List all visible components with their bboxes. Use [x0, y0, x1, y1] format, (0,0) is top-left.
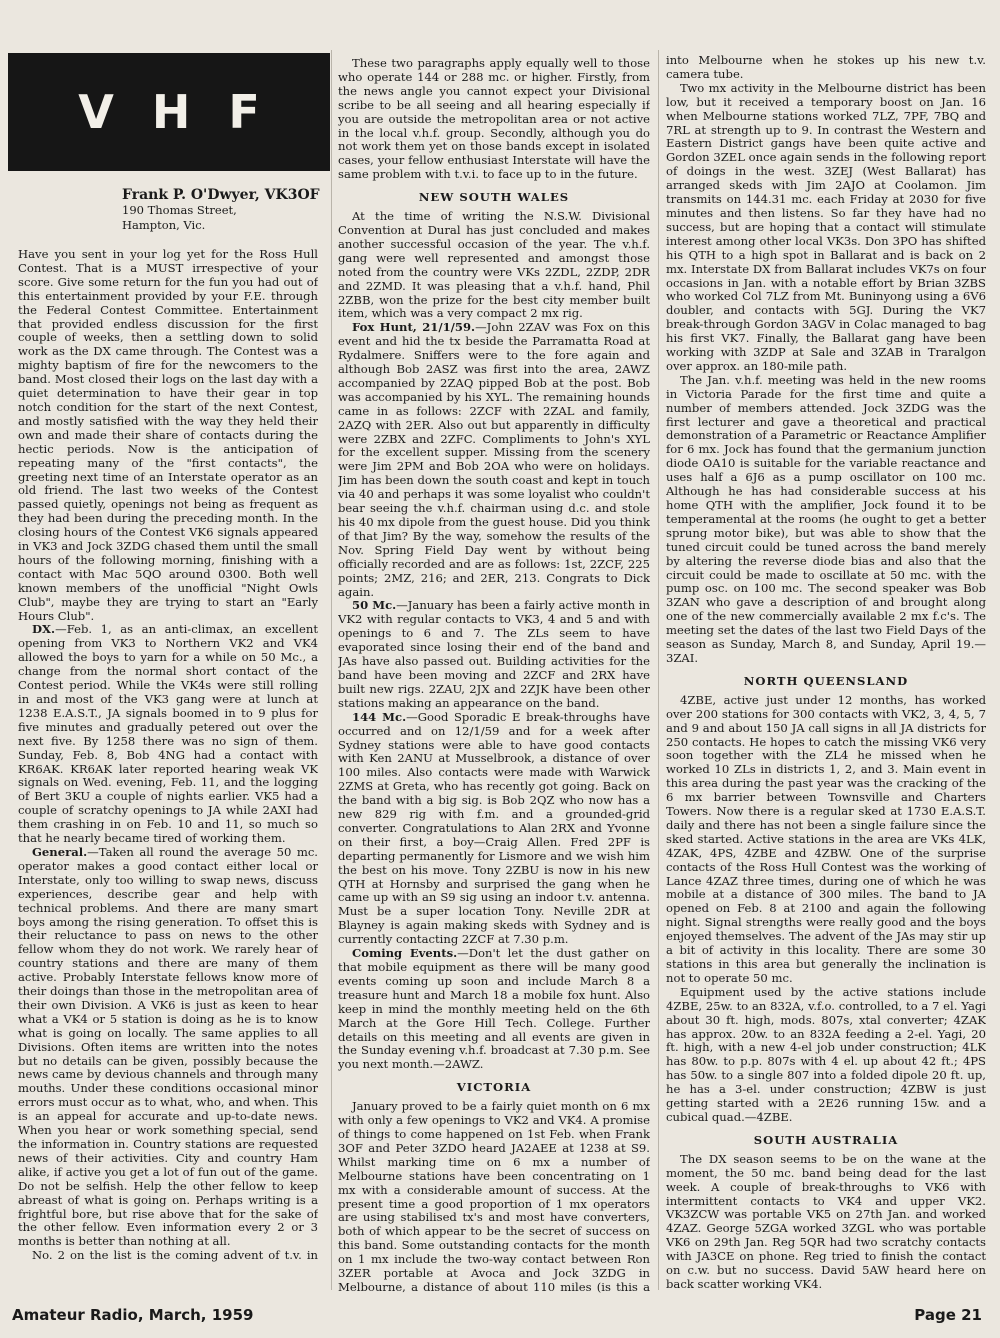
- section-heading-victoria: VICTORIA: [456, 1080, 532, 1095]
- column-2: [338, 57, 650, 1293]
- paragraph-text: —Taken all round the average 50 mc. operator makes a good contact either local or Interstate, only too willing to swap news, discuss experiences, describe gear and help with technical problems. And there are many smart boys among the rising generation. To offset this is their reluctance to pass on news to the other fellow whom they do not work. We rarely hear of country stations and there are many of them active. Probably Interstate fellows know more of their doings than those in the metropolitan area of their own Division. A VK6 is just as keen to hear what a VK4 or 5 station is doing as he is to know what is going on locally. The same applies to all Divisions. Often items are written into the notes but no details can be given, possibly because the news came by devious channels and through many mouths. Under these conditions occasional minor errors must occur as to what, who, and when. This is an appeal for accurate and up-to-date news. When you hear or work something special, send the information in. Country stations are requested news of their activities. City and country Ham alike, if active you get a lot of fun out of the game. Do not be selfish. Help the other fellow to keep abreast of what is going on. Perhaps writing is a frightful bore, but rise above that for the sake of the other fellow. Even information every 2 or 3 months is better than nothing at all.: [18, 844, 318, 1249]
- paragraph: These two paragraphs apply equally well to those who operate 144 or 288 mc. or higher. Firstly, from the news angle you cannot expect your Divisional scribe to be all seeing and all hearing especially if you are outside the metropolitan area or not active in the local v.h.f. group. Secondly, although you do not work them yet on those bands except in isolated cases, your fellow enthusiast Interstate will have the same problem with t.v.i. to face up to in the future.: [338, 57, 650, 182]
- paragraph: into Melbourne when he stokes up his new t.v. camera tube.: [666, 54, 986, 81]
- author-address-town: Hampton, Vic.: [122, 218, 206, 232]
- column-3: [666, 54, 986, 1290]
- paragraph: The DX season seems to be on the wane at the moment, the 50 mc. band being dead for the last week. A couple of break-throughs to VK6 with intermittent contacts to VK4 and upper VK2. VK3ZCW was portable VK5 on 27th Jan. and worked 4ZAZ. George 5ZGA worked 3ZGL who was portable VK6 on 29th Jan. Reg 5QR had two scratchy contacts with JA3CE on phone. Reg tried to finish the contact on c.w. but no success. David 5AW heard here on back scatter working VK4.: [666, 1151, 986, 1290]
- section-banner: [8, 53, 330, 171]
- run-in-heading: General.: [32, 844, 88, 859]
- paragraph: [338, 599, 650, 710]
- section-title: VHF: [78, 85, 298, 139]
- run-in-heading: 144 Mc.: [352, 709, 407, 724]
- footer-publication: Amateur Radio, March, 1959: [12, 1306, 254, 1324]
- author-address-street: 190 Thomas Street,: [122, 203, 237, 217]
- paragraph: Have you sent in your log yet for the Ross Hull Contest. That is a MUST irrespective of your score. Give some return for the fun you had out of this entertainment provided by your F.E. through the Federal Contest Committee. Entertainment that provided endless discussion for the first couple of weeks, then a settling down to solid work as the DX came through. The Contest was a mighty baptism of fire for the newcomers to the band. Most closed their logs on the last day with a quiet determination to have their gear in top notch condition for the start of the next Contest, and mostly satisfied with the way they held their own and made their share of contacts during the hectic periods. Now is the anticipation of repeating many of the "first contacts", the greeting next time of an Interstate operator as an old friend. The last two weeks of the Contest passed quietly, openings not being as frequent as they had been during the preceding month. In the closing hours of the Contest VK6 signals appeared in VK3 and Jock 3ZDG chased them until the small hours of the following morning, finishing with a contact with Mac 5QO around 0300. Both well known members of the unofficial "Night Owls Club", maybe they are trying to start an "Early Hours Club".: [18, 248, 318, 623]
- paragraph: [338, 711, 650, 947]
- paragraph: No. 2 on the list is the coming advent of t.v. in: [32, 1248, 318, 1263]
- paragraph: [18, 623, 318, 846]
- paragraph: Two mx activity in the Melbourne district has been low, but it received a temporary boost on Jan. 16 when Melbourne stations worked 7LZ, 7PF, 7BQ and 7RL at strength up to 9. In contrast the Western and Eastern District gangs have been quite active and Gordon 3ZEL once again sends in the following report of doings in the west. 3ZEJ (West Ballarat) has arranged skeds with Jim 2AJO at Coolamon. Jim transmits on 144.31 mc. each Friday at 2030 for five minutes and then listens. So far they have had no success, but are hoping that a contact will stimulate interest among other local VK3s. Don 3PO has shifted his QTH to a high spot in Ballarat and is back on 2 mx. Interstate DX from Ballarat includes VK7s on four occasions in Jan. with a notable effort by Brian 3ZBS who worked Col 7LZ from Mt. Buninyong using a 6V6 doubler, and contacts with 5GJ. During the VK7 break-through Gordon 3AGV in Colac managed to bag his first VK7. Finally, the Ballarat gang have been working with 3ZDP at Sale and 3ZAB in Traralgon over approx. an 180-mile path.: [666, 80, 986, 373]
- footer-page-number: Page 21: [914, 1306, 982, 1324]
- paragraph-text: —January has been a fairly active month in VK2 with regular contacts to VK3, 4 and 5 and with openings to 6 and 7. The ZLs seem to have evaporated since losing their end of the band and JAs have also passed out. Building activities for the band have been moving and 2ZCF and 2RX have built new rigs. 2ZAU, 2JX and 2ZJK have been other stations making an appearance on the band.: [338, 598, 650, 710]
- section-heading-north-queensland: NORTH QUEENSLAND: [743, 673, 909, 688]
- paragraph: [338, 321, 650, 599]
- run-in-heading: 50 Mc.: [352, 598, 397, 613]
- paragraph-text: —John 2ZAV was Fox on this event and hid the tx beside the Parramatta Road at Rydalmere. Sniffers were to the fore again and although Bob 2ASZ was first into the area, 2AWZ accompanied by 2ZAQ pipped Bob at the post. Bob was accompanied by his XYL. The remaining hounds came in as follows: 2ZCF with 2ZAL and family, 2AZQ with 2ER. Also out but apparently in difficulty were 2ZBX and 2ZFC. Compliments to John's XYL for the excellent supper. Missing from the scenery were Jim 2PM and Bob 2OA who were on holidays. Jim has been down the south coast and kept in touch via 40 and perhaps it was some loyalist who couldn't bear seeing the v.h.f. chairman using d.c. and stole his 40 mx dipole from the guest house. Did you think of that Jim? By the way, somehow the results of the Nov. Spring Field Day went by without being officially recorded and are as follows: 1st, 2ZCF, 225 points; 2MZ, 216; and 2ER, 213. Congrats to Dick again.: [338, 320, 650, 599]
- paragraph: The Jan. v.h.f. meeting was held in the new rooms in Victoria Parade for the first time and quite a number of members attended. Jock 3ZDG was the first lecturer and gave a theoretical and practical demonstration of a Parametric or Reactance Amplifier for 6 mx. Jock has found that the germanium junction diode OA10 is suitable for the variable reactance and uses half a 6J6 as a pump oscillator on 100 mc. Although he has had considerable success at his home QTH with the amplifier, Jock found it to be temperamental at the rooms (he ought to get a better sprung motor bike), but was able to show that the tuned circuit could be tuned across the band merely by altering the reverse diode bias and also that the circuit could be made to oscillate at 50 mc. with the pump osc. on 100 mc. The second speaker was Bob 3ZAN who gave a description of and brought along one of the new commercially available 2 mx f.c's. The meeting set the dates of the last two Field Days of the season as Sunday, March 8, and Sunday, April 19.—3ZAI.: [666, 372, 986, 665]
- paragraph-text: —Don't let the dust gather on that mobile equipment as there will be many good events coming up soon and include March 8 a treasure hunt and March 18 a mobile fox hunt. Also keep in mind the monthly meeting held on the 6th March at the Gore Hill Tech. College. Further details on this meeting and all events are given in the Sunday evening v.h.f. broadcast at 7.30 p.m. See you next month.—2AWZ.: [338, 946, 650, 1072]
- run-in-heading: Fox Hunt, 21/1/59.: [352, 320, 476, 335]
- author-name: Frank P. O'Dwyer, VK3OF: [122, 187, 320, 203]
- paragraph: [338, 947, 650, 1072]
- paragraph: At the time of writing the N.S.W. Divisional Convention at Dural has just concluded and makes another successful occasion of the year. The v.h.f. gang were well represented and amongst those noted from the country were VKs 2ZDL, 2ZDP, 2DR and 2ZMD. It was pleasing that a v.h.f. hand, Phil 2ZBB, won the prize for the best city member built item, which was a very compact 2 mx rig.: [338, 209, 650, 321]
- paragraph: Equipment used by the active stations include 4ZBE, 25w. to an 832A, v.f.o. controlled, to a 7 el. Yagi about 30 ft. high, mods. 807s, xtal converter; 4ZAK has approx. 20w. to an 832A feeding a 2-el. Yagi, 20 ft. high, with a new 4-el job under construction; 4LK has 80w. to p.p. 807s with 4 el. up about 42 ft.; 4PS has 50w. to a single 807 into a folded dipole 20 ft. up, he has a 3-el. under construction; 4ZBW is just getting started with a 2E26 running 15w. and a cubical quad.—4ZBE.: [666, 984, 986, 1124]
- paragraph: 4ZBE, active just under 12 months, has worked over 200 stations for 300 contacts with VK2, 3, 4, 5, 7 and 9 and about 150 JA call signs in all JA districts for 250 contacts. He hopes to catch the missing VK6 very soon together with the ZL4 he missed when he worked 10 ZLs in districts 1, 2, and 3. Main event in this area during the past year was the cracking of the 6 mx barrier between Townsville and Charters Towers. Now there is a regular sked at 1730 E.A.S.T. daily and there has not been a single failure since the sked started. Active stations in the area are VKs 4LK, 4ZAK, 4PS, 4ZBE and 4ZBW. One of the surprise contacts of the Ross Hull Contest was the working of Lance 4ZAZ three times, during one of which he was mobile at a distance of 300 miles. The band to JA opened on Feb. 8 at 2100 and again the following night. Signal strengths were really good and the boys enjoyed themselves. The advent of the JAs may stir up a bit of activity in this locality. There are some 30 stations in this area but generally the inclination is not to operate 50 mc.: [666, 692, 986, 985]
- section-heading-south-australia: SOUTH AUSTRALIA: [753, 1132, 899, 1147]
- paragraph: [18, 846, 318, 1249]
- section-heading-nsw: NEW SOUTH WALES: [418, 190, 570, 205]
- column-1: [18, 248, 318, 1263]
- paragraph-text: —Feb. 1, as an anti-climax, an excellent opening from VK3 to Northern VK2 and VK4 allowed the boys to yarn for a while on 50 Mc., a change from the normal short contact of the Contest period. While the VK4s were still rolling in and most of the VK3 gang were at lunch at 1238 E.A.S.T., JA signals boomed in to 9 plus for five minutes and gradually petered out over the next five. By 1258 there was no sign of them. Sunday, Feb. 8, Bob 4NG had a contact with KR6AK. KR6AK later reported hearing weak VK signals on Wed. evening, Feb. 11, and the logging of Bert 3KU a couple of nights earlier. VK5 had a couple of scratchy openings to JA while 2AXI had them crashing in on Feb. 10 and 11, so much so that he nearly became tired of working them.: [18, 622, 318, 846]
- column-rule: [331, 50, 332, 1290]
- paragraph-text: —Good Sporadic E break-throughs have occurred and on 12/1/59 and for a week after Sydney stations were able to have good contacts with Ken 2ANU at Musselbrook, a distance of over 100 miles. Also contacts were made with Warwick 2ZMS at Greta, who has recently got going. Back on the band with a big sig. is Bob 2QZ who now has a new 829 rig with f.m. and a grounded-grid converter. Congratulations to Alan 2RX and Yvonne on their first, a boy—Craig Allen. Fred 2PF is departing permanently for Lismore and we wish him the best on his move. Tony 2ZBU is now in his new QTH at Hornsby and surprised the gang when he came up with an S9 sig using an indoor t.v. antenna. Must be a super location Tony. Neville 2DR at Blayney is again making skeds with Sydney and is currently contacting 2ZCF at 7.30 p.m.: [338, 709, 650, 947]
- author-block: [122, 188, 332, 233]
- run-in-heading: Coming Events.: [352, 946, 458, 961]
- paragraph: January proved to be a fairly quiet month on 6 mx with only a few openings to VK2 and VK4. A promise of things to come happened on 1st Feb. when Frank 3OF and Peter 3ZDO heard JA2AEE at 1238 at S9. Whilst marking time on 6 mx a number of Melbourne stations have been concentrating on 1 mx with a considerable amount of success. At the present time a good proportion of 1 mx operators are using stabilised tx's and most have converters, both of which appear to be the secret of success on this band. Some outstanding contacts for the month on 1 mx include the two-way contact between Ron 3ZER portable at Avoca and Jock 3ZDG in Melbourne, a distance of about 110 miles (is this a: [338, 1099, 650, 1293]
- column-rule: [658, 50, 659, 1290]
- run-in-heading: DX.: [32, 622, 56, 637]
